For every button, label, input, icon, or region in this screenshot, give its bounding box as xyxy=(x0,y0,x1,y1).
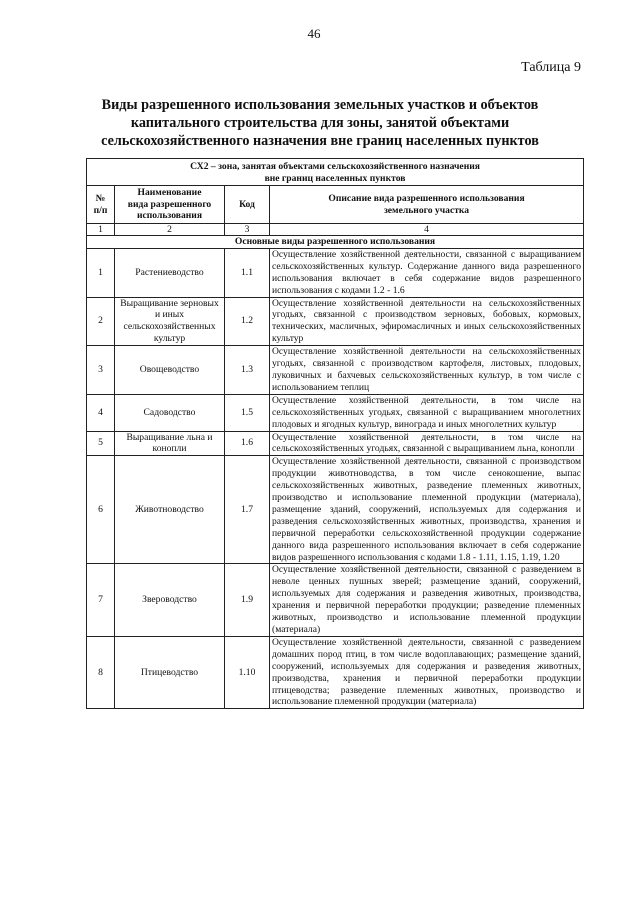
row-description: Осуществление хозяйственной деятельности, в том числе на сельскохозяйственных угодьях, связанной с выращиванием льна, конопли xyxy=(270,431,584,456)
column-number: 1 xyxy=(87,224,115,236)
header-text: земельного участка xyxy=(383,204,470,216)
row-use-name: Птицеводство xyxy=(115,636,225,708)
document-title xyxy=(60,96,580,150)
header-text: Описание вида разрешенного использования xyxy=(328,192,525,204)
row-description: Осуществление хозяйственной деятельности, связанной с выращиванием сельскохозяйственных культур. Содержание данного вида разрешенного использования включает в себя содержание видов разрешенного использования с кодами 1.2 - 1.6 xyxy=(270,248,584,297)
table-row xyxy=(87,394,584,431)
title-line: Виды разрешенного использования земельных участков и объектов xyxy=(101,97,539,113)
title-line: сельскохозяйственного назначения вне границ населенных пунктов xyxy=(101,133,539,149)
row-number: 2 xyxy=(87,297,115,346)
row-description: Осуществление хозяйственной деятельности, связанной с производством продукции животноводства, в том числе сенокошение, выпас сельскохозяйственных животных, разведение племенных животных, производство и использование племенной продукции (материала), размещение зданий, сооружений, используемых для содержания и разведения сельскохозяйственных животных, производства, хранения и первичной переработки сельскохозяйственной продукции содержание данного вида разрешенного использования включает в себя содержание видов разрешенного использования с кодами 1.8 - 1.11, 1.15, 1.19, 1.20 xyxy=(270,456,584,564)
title-line: капитального строительства для зоны, занятой объектами xyxy=(130,115,510,131)
row-code: 1.1 xyxy=(225,248,270,297)
table-row xyxy=(87,248,584,297)
row-use-name: Овощеводство xyxy=(115,346,225,395)
zone-header-line: вне границ населенных пунктов xyxy=(264,173,406,184)
table-label: Таблица 9 xyxy=(521,60,581,75)
row-number: 6 xyxy=(87,456,115,564)
row-number: 4 xyxy=(87,394,115,431)
row-code: 1.9 xyxy=(225,564,270,636)
table-row xyxy=(87,636,584,708)
zone-header xyxy=(87,159,584,186)
row-code: 1.3 xyxy=(225,346,270,395)
table-row xyxy=(87,431,584,456)
section-row xyxy=(87,236,584,249)
row-number: 1 xyxy=(87,248,115,297)
table-row xyxy=(87,346,584,395)
row-use-name: Выращивание льна и конопли xyxy=(115,431,225,456)
row-description: Осуществление хозяйственной деятельности, в том числе на сельскохозяйственных угодьях, связанной с выращиванием многолетних плодовых и ягодных культур, винограда и иных многолетних культур xyxy=(270,394,584,431)
table-row xyxy=(87,297,584,346)
header-text: использования xyxy=(136,210,203,222)
header-text: Наименование xyxy=(137,186,202,198)
column-header-row xyxy=(87,186,584,224)
zone-header-line: СХ2 – зона, занятая объектами сельскохозяйственного назначения xyxy=(190,161,480,172)
row-use-name: Выращивание зерновых и иных сельскохозяйственных культур xyxy=(115,297,225,346)
row-number: 5 xyxy=(87,431,115,456)
row-code: 1.6 xyxy=(225,431,270,456)
table-row xyxy=(87,564,584,636)
row-use-name: Садоводство xyxy=(115,394,225,431)
column-number: 4 xyxy=(270,224,584,236)
row-code: 1.7 xyxy=(225,456,270,564)
row-number: 7 xyxy=(87,564,115,636)
row-description: Осуществление хозяйственной деятельности, связанной с разведением в неволе ценных пушных зверей; размещение зданий, сооружений, используемых для содержания и разведения животных, производства, хранения и первичной переработки продукции; разведение племенных животных, производство и использование племенной продукции (материала) xyxy=(270,564,584,636)
row-code: 1.2 xyxy=(225,297,270,346)
row-use-name: Звероводство xyxy=(115,564,225,636)
zone-header-row xyxy=(87,159,584,186)
row-number: 3 xyxy=(87,346,115,395)
row-number: 8 xyxy=(87,636,115,708)
header-text: п/п xyxy=(93,204,108,216)
column-number-row xyxy=(87,224,584,236)
row-description: Осуществление хозяйственной деятельности на сельскохозяйственных угодьях, связанной с производством картофеля, листовых, плодовых, луковичных и бахчевых сельскохозяйственных культур, в том числе с использованием теплиц xyxy=(270,346,584,395)
row-code: 1.5 xyxy=(225,394,270,431)
page-number: 46 xyxy=(307,26,321,41)
row-use-name: Животноводство xyxy=(115,456,225,564)
row-use-name: Растениеводство xyxy=(115,248,225,297)
header-text: вида разрешенного xyxy=(127,198,212,210)
column-header-num xyxy=(87,186,115,224)
row-code: 1.10 xyxy=(225,636,270,708)
land-use-table xyxy=(86,158,584,709)
column-header-name xyxy=(115,186,225,224)
section-title: Основные виды разрешенного использования xyxy=(87,236,584,249)
table-row xyxy=(87,456,584,564)
header-text: № xyxy=(95,192,106,204)
row-description: Осуществление хозяйственной деятельности на сельскохозяйственных угодьях, связанной с производством зерновых, бобовых, кормовых, технических, масличных, эфиромасличных и иных сельскохозяйственных культур xyxy=(270,297,584,346)
column-number: 3 xyxy=(225,224,270,236)
row-description: Осуществление хозяйственной деятельности, связанной с разведением домашних пород птиц, в том числе водоплавающих; размещение зданий, сооружений, используемых для содержания и разведения животных, производства, хранения и первичной переработки продукции птицеводства; разведение племенных животных, производство и использование племенной продукции (материала) xyxy=(270,636,584,708)
column-header-code: Код xyxy=(225,186,270,224)
column-number: 2 xyxy=(115,224,225,236)
column-header-description xyxy=(270,186,584,224)
table-body xyxy=(87,248,584,708)
